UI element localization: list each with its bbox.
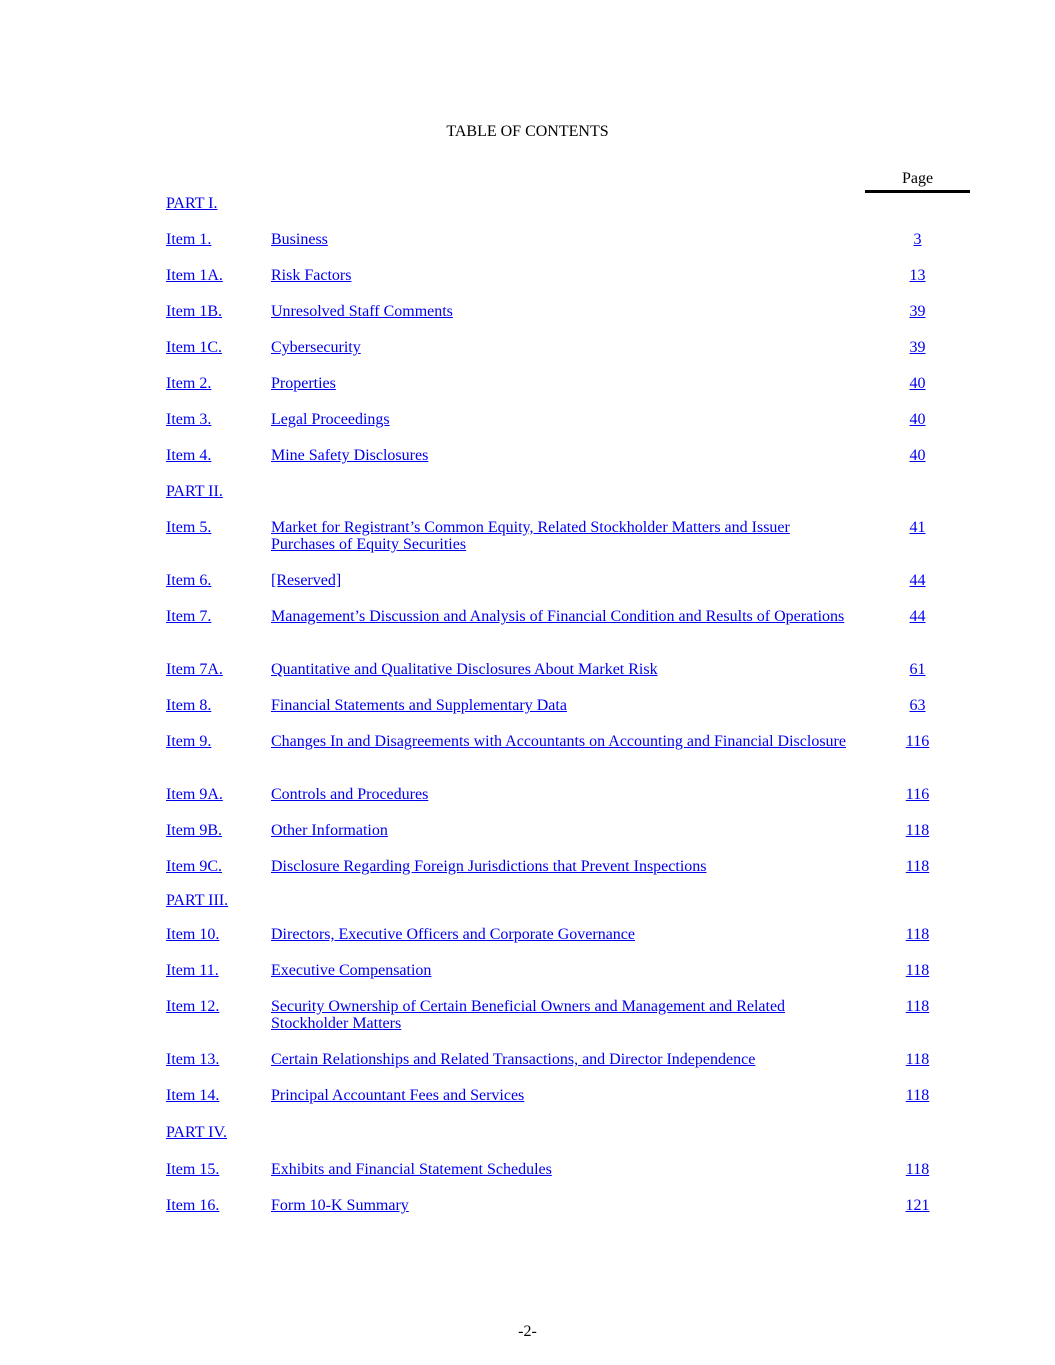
item-title-link[interactable]: Cybersecurity <box>271 339 361 356</box>
item-number-link[interactable]: Item 9A. <box>166 786 223 803</box>
item-title-link[interactable]: Directors, Executive Officers and Corporate Governance <box>271 926 635 943</box>
page-column-rule <box>865 190 970 193</box>
item-number-link[interactable]: Item 9C. <box>166 858 222 875</box>
item-number-link[interactable]: Item 5. <box>166 519 212 536</box>
item-number-link[interactable]: Item 1A. <box>166 267 223 284</box>
item-number-link[interactable]: Item 4. <box>166 447 212 464</box>
item-page-link[interactable]: 118 <box>905 998 930 1015</box>
item-number-link[interactable]: Item 13. <box>166 1051 220 1068</box>
item-page-link[interactable]: 116 <box>905 786 930 803</box>
item-page-link[interactable]: 40 <box>909 447 926 464</box>
item-title-link[interactable]: Business <box>271 231 328 248</box>
item-number-link[interactable]: Item 15. <box>166 1161 220 1178</box>
item-number-link[interactable]: Item 9. <box>166 733 212 750</box>
item-page-link[interactable]: 44 <box>909 608 926 625</box>
item-title-link[interactable]: Disclosure Regarding Foreign Jurisdictions that Prevent Inspections <box>271 858 707 875</box>
item-page-link[interactable]: 40 <box>909 375 926 392</box>
part-link[interactable]: PART IV. <box>166 1124 227 1141</box>
item-number-link[interactable]: Item 10. <box>166 926 220 943</box>
item-number-link[interactable]: Item 11. <box>166 962 219 979</box>
item-number-link[interactable]: Item 6. <box>166 572 212 589</box>
item-title-link[interactable]: Security Ownership of Certain Beneficial Owners and Management and Related Stockholder Matters <box>271 998 786 1032</box>
item-page-link[interactable]: 13 <box>909 267 926 284</box>
item-number-link[interactable]: Item 3. <box>166 411 212 428</box>
item-page-link[interactable]: 63 <box>909 697 926 714</box>
item-page-link[interactable]: 116 <box>905 733 930 750</box>
item-title-link[interactable]: Controls and Procedures <box>271 786 429 803</box>
item-number-link[interactable]: Item 8. <box>166 697 212 714</box>
item-number-link[interactable]: Item 14. <box>166 1087 220 1104</box>
item-page-link[interactable]: 3 <box>913 231 922 248</box>
item-title-link[interactable]: Risk Factors <box>271 267 352 284</box>
page-column-header: Page <box>901 170 934 187</box>
item-number-link[interactable]: Item 16. <box>166 1197 220 1214</box>
item-title-link[interactable]: Unresolved Staff Comments <box>271 303 453 320</box>
item-page-link[interactable]: 41 <box>909 519 926 536</box>
item-title-link[interactable]: Exhibits and Financial Statement Schedules <box>271 1161 552 1178</box>
item-page-link[interactable]: 118 <box>905 1161 930 1178</box>
item-page-link[interactable]: 118 <box>905 1051 930 1068</box>
item-number-link[interactable]: Item 9B. <box>166 822 222 839</box>
item-page-link[interactable]: 118 <box>905 858 930 875</box>
item-page-link[interactable]: 118 <box>905 926 930 943</box>
item-title-link[interactable]: Legal Proceedings <box>271 411 390 428</box>
item-page-link[interactable]: 118 <box>905 962 930 979</box>
item-page-link[interactable]: 118 <box>905 822 930 839</box>
item-title-link[interactable]: Principal Accountant Fees and Services <box>271 1087 525 1104</box>
item-page-link[interactable]: 121 <box>905 1197 930 1214</box>
part-link[interactable]: PART III. <box>166 892 229 909</box>
item-page-link[interactable]: 118 <box>905 1087 930 1104</box>
item-number-link[interactable]: Item 12. <box>166 998 220 1015</box>
item-title-link[interactable]: Other Information <box>271 822 388 839</box>
item-title-link[interactable]: Properties <box>271 375 336 392</box>
item-number-link[interactable]: Item 1. <box>166 231 212 248</box>
item-page-link[interactable]: 61 <box>909 661 926 678</box>
item-title-link[interactable]: Form 10-K Summary <box>271 1197 409 1214</box>
item-title-link[interactable]: Market for Registrant’s Common Equity, Related Stockholder Matters and Issuer Purchases of Equity Securities <box>271 519 790 553</box>
item-title-link[interactable]: Financial Statements and Supplementary Data <box>271 697 567 714</box>
item-number-link[interactable]: Item 2. <box>166 375 212 392</box>
item-number-link[interactable]: Item 1C. <box>166 339 222 356</box>
item-title-link[interactable]: [Reserved] <box>271 572 342 589</box>
page-number-footer: -2- <box>518 1323 537 1340</box>
item-page-link[interactable]: 39 <box>909 303 926 320</box>
part-link[interactable]: PART I. <box>166 195 218 212</box>
item-number-link[interactable]: Item 7A. <box>166 661 223 678</box>
item-title-link[interactable]: Certain Relationships and Related Transactions, and Director Independence <box>271 1051 756 1068</box>
item-page-link[interactable]: 44 <box>909 572 926 589</box>
item-title-link[interactable]: Changes In and Disagreements with Accountants on Accounting and Financial Disclosure <box>271 733 846 750</box>
toc-title: TABLE OF CONTENTS <box>446 123 609 140</box>
item-title-link[interactable]: Quantitative and Qualitative Disclosures About Market Risk <box>271 661 658 678</box>
item-title-link[interactable]: Executive Compensation <box>271 962 432 979</box>
item-title-link[interactable]: Mine Safety Disclosures <box>271 447 429 464</box>
item-title-link[interactable]: Management’s Discussion and Analysis of Financial Condition and Results of Operations <box>271 608 845 625</box>
item-number-link[interactable]: Item 1B. <box>166 303 222 320</box>
item-page-link[interactable]: 40 <box>909 411 926 428</box>
item-page-link[interactable]: 39 <box>909 339 926 356</box>
part-link[interactable]: PART II. <box>166 483 223 500</box>
item-number-link[interactable]: Item 7. <box>166 608 212 625</box>
